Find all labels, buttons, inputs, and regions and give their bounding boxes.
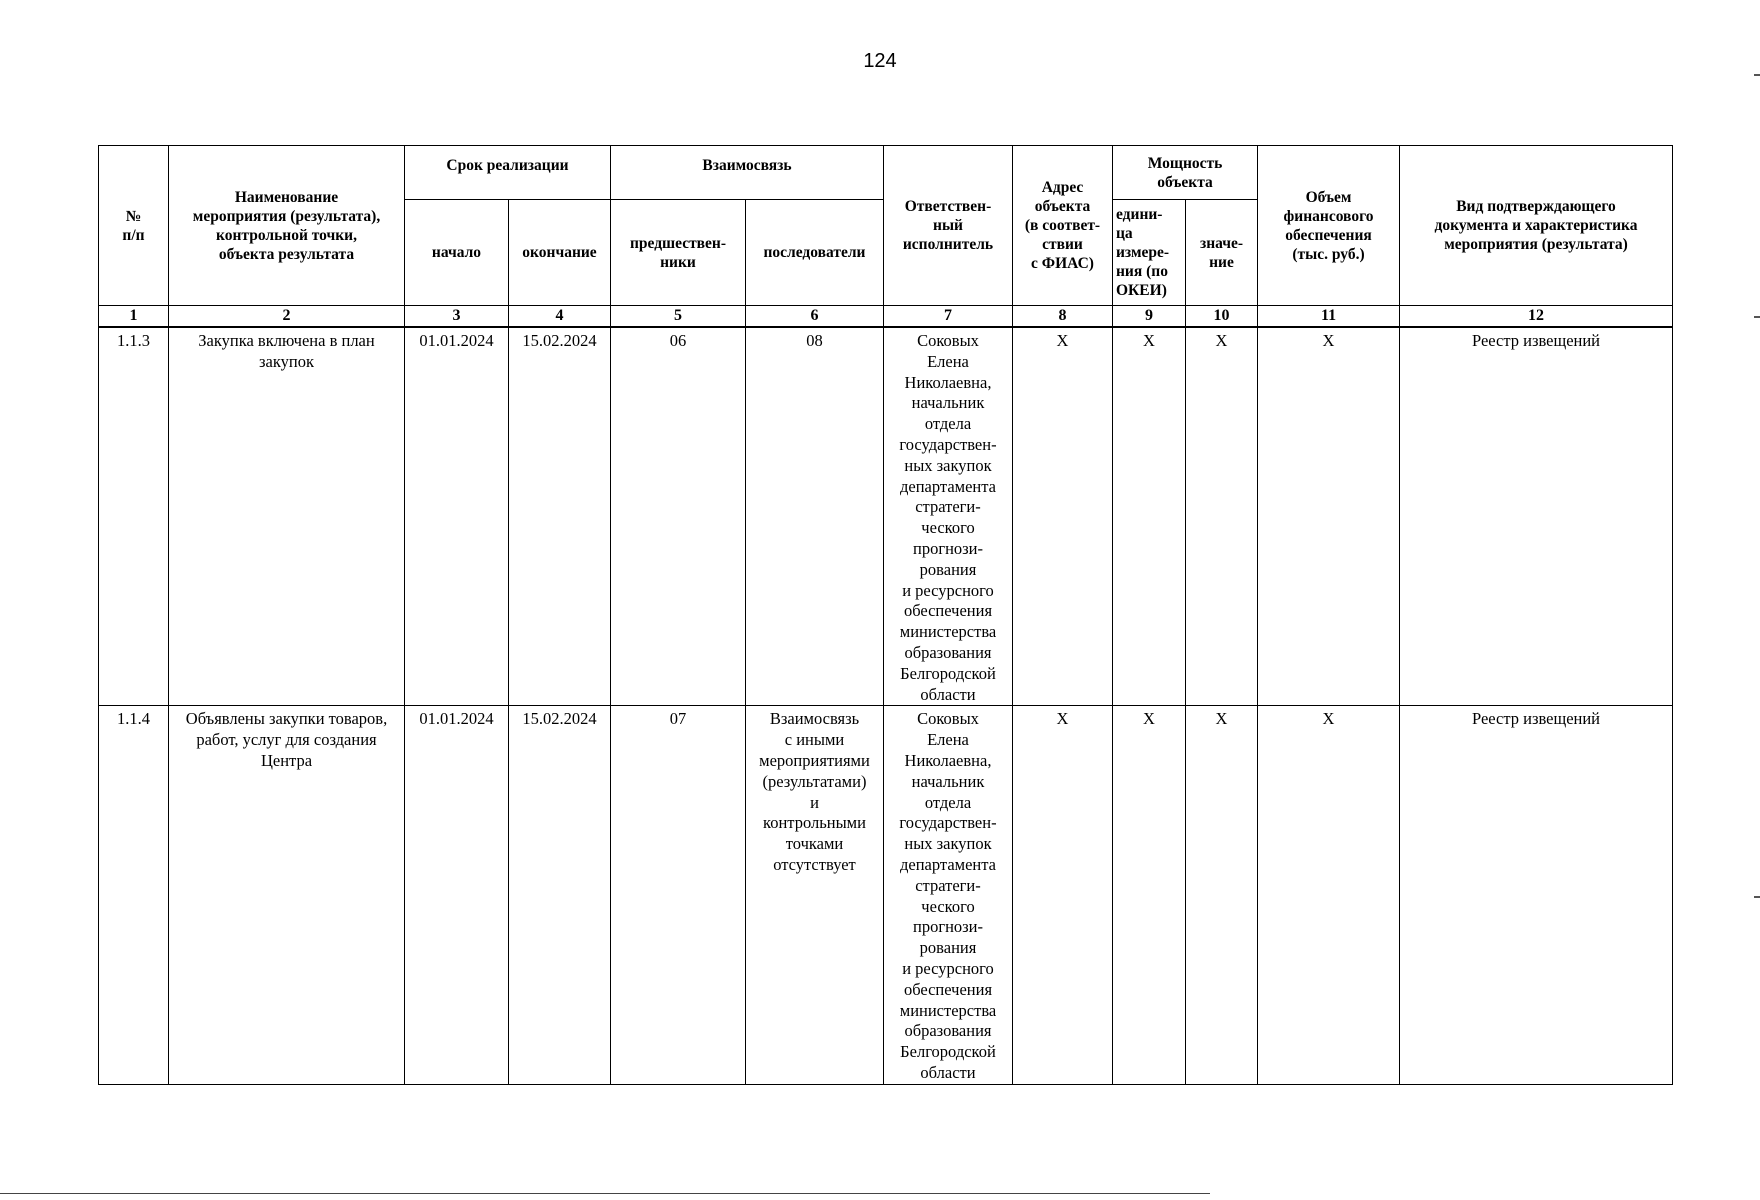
column-number: 12: [1400, 306, 1673, 328]
cell-doc-type: Реестр извещений: [1400, 706, 1673, 1084]
header-value-text: значе- ние: [1199, 234, 1244, 271]
cell-address: Х: [1013, 327, 1113, 706]
cell-successors-text: Взаимосвязь с иными мероприятиями (результатами) и контрольными точками отсутствует: [759, 709, 870, 874]
cell-num: 1.1.4: [99, 706, 169, 1084]
header-name: [169, 146, 405, 306]
cell-end: 15.02.2024: [509, 327, 611, 706]
column-number: 4: [509, 306, 611, 328]
column-number: 1: [99, 306, 169, 328]
cell-unit: Х: [1113, 706, 1186, 1084]
column-number: 2: [169, 306, 405, 328]
header-unit: [1113, 200, 1186, 306]
header-successors: последователи: [746, 200, 884, 306]
cell-address: Х: [1013, 706, 1113, 1084]
header-predecessors-text: предшествен- ники: [629, 234, 727, 271]
cell-successors-text: 08: [806, 331, 823, 350]
cell-name-text: Закупка включена в план закупок: [198, 331, 375, 371]
cell-responsible: [884, 706, 1013, 1084]
header-num: [99, 146, 169, 306]
cell-end: 15.02.2024: [509, 706, 611, 1084]
header-address: [1013, 146, 1113, 306]
column-number: 10: [1186, 306, 1258, 328]
header-capacity-text: Мощность объекта: [1147, 155, 1223, 191]
cell-responsible-text: Соковых Елена Николаевна, начальник отдела государствен- ных закупок департамента стратеги- ческого прогнози- рования и ресурсного обеспечения министерства образования Белгородской области: [899, 709, 997, 1082]
cell-funding: Х: [1258, 327, 1400, 706]
column-number: 3: [405, 306, 509, 328]
header-name-text: Наименование мероприятия (результата), контрольной точки, объекта результата: [192, 188, 381, 263]
header-predecessors: [611, 200, 746, 306]
table-row: [99, 706, 1673, 1084]
header-unit-text: едини- ца измере- ния (по ОКЕИ): [1116, 206, 1170, 299]
cell-doc-type: Реестр извещений: [1400, 327, 1673, 706]
measures-table: [98, 145, 1673, 1085]
cell-value: Х: [1186, 327, 1258, 706]
header-doc-type: [1400, 146, 1673, 306]
cell-name-text: Объявлены закупки товаров, работ, услуг для создания Центра: [185, 709, 388, 770]
scan-bottom-line: [0, 1193, 1210, 1194]
header-term-end: окончание: [509, 200, 611, 306]
header-num-text: № п/п: [122, 207, 145, 244]
header-responsible-text: Ответствен- ный исполнитель: [902, 198, 994, 253]
scan-edge-mark: [1754, 74, 1760, 76]
cell-num: 1.1.3: [99, 327, 169, 706]
column-number: 6: [746, 306, 884, 328]
header-address-text: Адрес объекта (в соответ- ствии с ФИАС): [1024, 179, 1101, 272]
column-number: 8: [1013, 306, 1113, 328]
page-number: 124: [863, 50, 897, 72]
cell-predecessors: 06: [611, 327, 746, 706]
header-capacity: [1113, 146, 1258, 200]
header-funding: [1258, 146, 1400, 306]
cell-predecessors: 07: [611, 706, 746, 1084]
cell-value: Х: [1186, 706, 1258, 1084]
cell-name: [169, 327, 405, 706]
header-relation: Взаимосвязь: [611, 146, 884, 200]
cell-start: 01.01.2024: [405, 706, 509, 1084]
table-row: [99, 327, 1673, 706]
header-doc-type-text: Вид подтверждающего документа и характеристика мероприятия (результата): [1434, 198, 1638, 253]
header-term: Срок реализации: [405, 146, 611, 200]
column-number: 5: [611, 306, 746, 328]
cell-start: 01.01.2024: [405, 327, 509, 706]
column-number: 9: [1113, 306, 1186, 328]
scan-edge-mark: [1754, 316, 1760, 318]
header-value: [1186, 200, 1258, 306]
header-funding-text: Объем финансового обеспечения (тыс. руб.): [1283, 188, 1374, 263]
cell-successors: [746, 327, 884, 706]
column-number: 7: [884, 306, 1013, 328]
scan-edge-mark: [1754, 896, 1760, 898]
header-term-start: начало: [405, 200, 509, 306]
cell-funding: Х: [1258, 706, 1400, 1084]
cell-name: [169, 706, 405, 1084]
column-number: 11: [1258, 306, 1400, 328]
header-responsible: [884, 146, 1013, 306]
column-numbers-row: [99, 306, 1673, 328]
cell-responsible-text: Соковых Елена Николаевна, начальник отдела государствен- ных закупок департамента стратеги- ческого прогнози- рования и ресурсного обеспечения министерства образования Белгородской области: [899, 331, 997, 704]
cell-responsible: [884, 327, 1013, 706]
cell-successors: [746, 706, 884, 1084]
cell-unit: Х: [1113, 327, 1186, 706]
